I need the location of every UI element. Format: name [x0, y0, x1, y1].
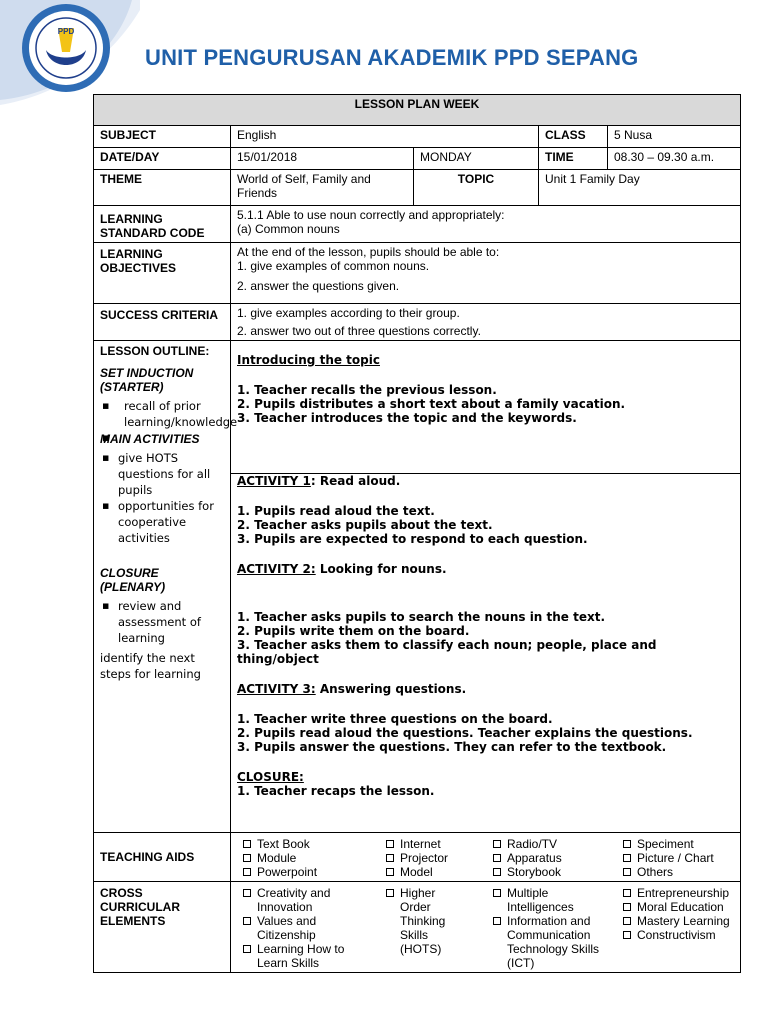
- activity-line: 1. Teacher write three questions on the board.: [237, 712, 553, 726]
- teaching-aid-checkbox[interactable]: Speciment: [617, 837, 737, 851]
- cce-checkbox[interactable]: Learning How to Learn Skills: [237, 942, 374, 970]
- cce-checkbox[interactable]: Entrepreneurship: [617, 886, 737, 900]
- main-activities-heading: MAIN ACTIVITIES: [100, 432, 200, 446]
- ppd-logo: [0, 0, 140, 105]
- closure-list: [100, 598, 224, 646]
- learning-standard-line-2: (a) Common nouns: [237, 222, 340, 236]
- teaching-aid-checkbox[interactable]: Projector: [380, 851, 487, 865]
- subject-value: English: [231, 126, 539, 148]
- teaching-aid-checkbox[interactable]: Picture / Chart: [617, 851, 737, 865]
- activity-line: 2. Pupils read aloud the questions. Teacher explains the questions.: [237, 726, 693, 740]
- lesson-outline-label: LESSON OUTLINE:: [100, 344, 210, 358]
- class-label: CLASS: [539, 126, 608, 148]
- lo-item: 2. answer the questions given.: [237, 279, 400, 293]
- intro-line: 1. Teacher recalls the previous lesson.: [237, 383, 497, 397]
- learning-objectives-label: LEARNING OBJECTIVES: [94, 243, 231, 304]
- day-value: MONDAY: [414, 148, 539, 170]
- header-title: UNIT PENGURUSAN AKADEMIK PPD SEPANG: [145, 45, 639, 70]
- teaching-aid-checkbox[interactable]: Others: [617, 865, 737, 879]
- cce-checkbox[interactable]: Mastery Learning: [617, 914, 737, 928]
- learning-standard-value: [231, 206, 741, 243]
- time-value: 08.30 – 09.30 a.m.: [608, 148, 741, 170]
- teaching-aid-checkbox[interactable]: Text Book: [237, 837, 380, 851]
- cross-curricular-cell: [231, 882, 741, 973]
- teaching-aid-checkbox[interactable]: Powerpoint: [237, 865, 380, 879]
- activity-line: 3. Pupils answer the questions. They can refer to the textbook.: [237, 740, 667, 754]
- main-activities-list: [100, 450, 224, 546]
- activity-line: 3. Pupils are expected to respond to each question.: [237, 532, 588, 546]
- activity-line: 3. Teacher asks them to classify each noun; people, place and thing/object: [237, 638, 657, 666]
- cce-checkbox[interactable]: Moral Education: [617, 900, 737, 914]
- intro-line: 2. Pupils distributes a short text about a family vacation.: [237, 397, 626, 411]
- closure-heading: CLOSURE (PLENARY): [100, 566, 166, 594]
- topic-label: TOPIC: [414, 170, 539, 206]
- cross-curricular-label: CROSS CURRICULAR ELEMENTS: [94, 882, 231, 973]
- activities-cell: [231, 474, 741, 833]
- cce-checkbox[interactable]: Information and Communication Technology Skills (ICT): [487, 914, 613, 970]
- theme-label: THEME: [94, 170, 231, 206]
- cce-checkbox[interactable]: Creativity and Innovation: [237, 886, 374, 914]
- closure-line: 1. Teacher recaps the lesson.: [237, 784, 435, 798]
- lesson-outline-cell: [94, 341, 238, 833]
- closure-label: CLOSURE:: [237, 770, 304, 784]
- learning-standard-label: LEARNING STANDARD CODE: [94, 206, 231, 243]
- activity-line: 1. Teacher asks pupils to search the nouns in the text.: [237, 610, 606, 624]
- activity-1-title: : Read aloud.: [310, 474, 401, 488]
- sc-item: 2. answer two out of three questions correctly.: [237, 324, 481, 338]
- list-item: ▪ give HOTS questions for all pupils: [100, 450, 224, 498]
- teaching-aids-label: TEACHING AIDS: [94, 833, 231, 882]
- set-induction-heading: SET INDUCTION (STARTER): [100, 366, 194, 394]
- list-item: ▪ opportunities for cooperative activities: [100, 498, 224, 546]
- learning-standard-line-1: 5.1.1 Able to use noun correctly and appropriately:: [237, 208, 505, 222]
- lesson-plan-title: LESSON PLAN WEEK: [94, 95, 741, 126]
- lesson-plan-table: [93, 94, 741, 973]
- activity-3-label: ACTIVITY 3:: [237, 682, 316, 696]
- teaching-aid-checkbox[interactable]: Internet: [380, 837, 487, 851]
- time-label: TIME: [539, 148, 608, 170]
- intro-cell: [231, 341, 741, 474]
- sc-item: 1. give examples according to their group.: [237, 306, 460, 320]
- date-label: DATE/DAY: [94, 148, 231, 170]
- date-value: 15/01/2018: [231, 148, 414, 170]
- activity-line: 2. Pupils write them on the board.: [237, 624, 470, 638]
- teaching-aid-checkbox[interactable]: Model: [380, 865, 487, 879]
- closure-plain-text: identify the next steps for learning: [100, 651, 201, 681]
- class-value: 5 Nusa: [608, 126, 741, 148]
- topic-value: Unit 1 Family Day: [539, 170, 741, 206]
- teaching-aid-checkbox[interactable]: Radio/TV: [487, 837, 617, 851]
- lo-intro: At the end of the lesson, pupils should be able to:: [237, 245, 500, 259]
- teaching-aid-checkbox[interactable]: Module: [237, 851, 380, 865]
- cce-checkbox[interactable]: Values and Citizenship: [237, 914, 374, 942]
- teaching-aid-checkbox[interactable]: Apparatus: [487, 851, 617, 865]
- activity-1-label: ACTIVITY 1: [237, 474, 311, 488]
- activity-2-title: Looking for nouns.: [315, 562, 447, 576]
- activity-line: 2. Teacher asks pupils about the text.: [237, 518, 493, 532]
- activity-2-label: ACTIVITY 2:: [237, 562, 316, 576]
- success-criteria-value: [231, 304, 741, 341]
- success-criteria-label: SUCCESS CRITERIA: [94, 304, 231, 341]
- teaching-aids-cell: [231, 833, 741, 882]
- svg-text:PPD: PPD: [57, 27, 75, 36]
- activity-line: 1. Pupils read aloud the text.: [237, 504, 435, 518]
- cce-checkbox[interactable]: Constructivism: [617, 928, 737, 942]
- list-item: ▪ recall of prior learning/knowledge: [100, 398, 224, 430]
- intro-line: 3. Teacher introduces the topic and the keywords.: [237, 411, 577, 425]
- set-induction-list: [100, 398, 238, 430]
- theme-value: World of Self, Family and Friends: [231, 170, 414, 206]
- list-item: ▪ review and assessment of learning: [100, 598, 224, 646]
- intro-heading: Introducing the topic: [237, 353, 380, 367]
- cce-checkbox[interactable]: Multiple Intelligences: [487, 886, 613, 914]
- lo-item: 1. give examples of common nouns.: [237, 259, 430, 273]
- activity-3-title: Answering questions.: [315, 682, 467, 696]
- learning-objectives-value: [231, 243, 741, 304]
- subject-label: SUBJECT: [94, 126, 231, 148]
- teaching-aid-checkbox[interactable]: Storybook: [487, 865, 617, 879]
- cce-checkbox[interactable]: Higher Order Thinking Skills (HOTS): [380, 886, 457, 956]
